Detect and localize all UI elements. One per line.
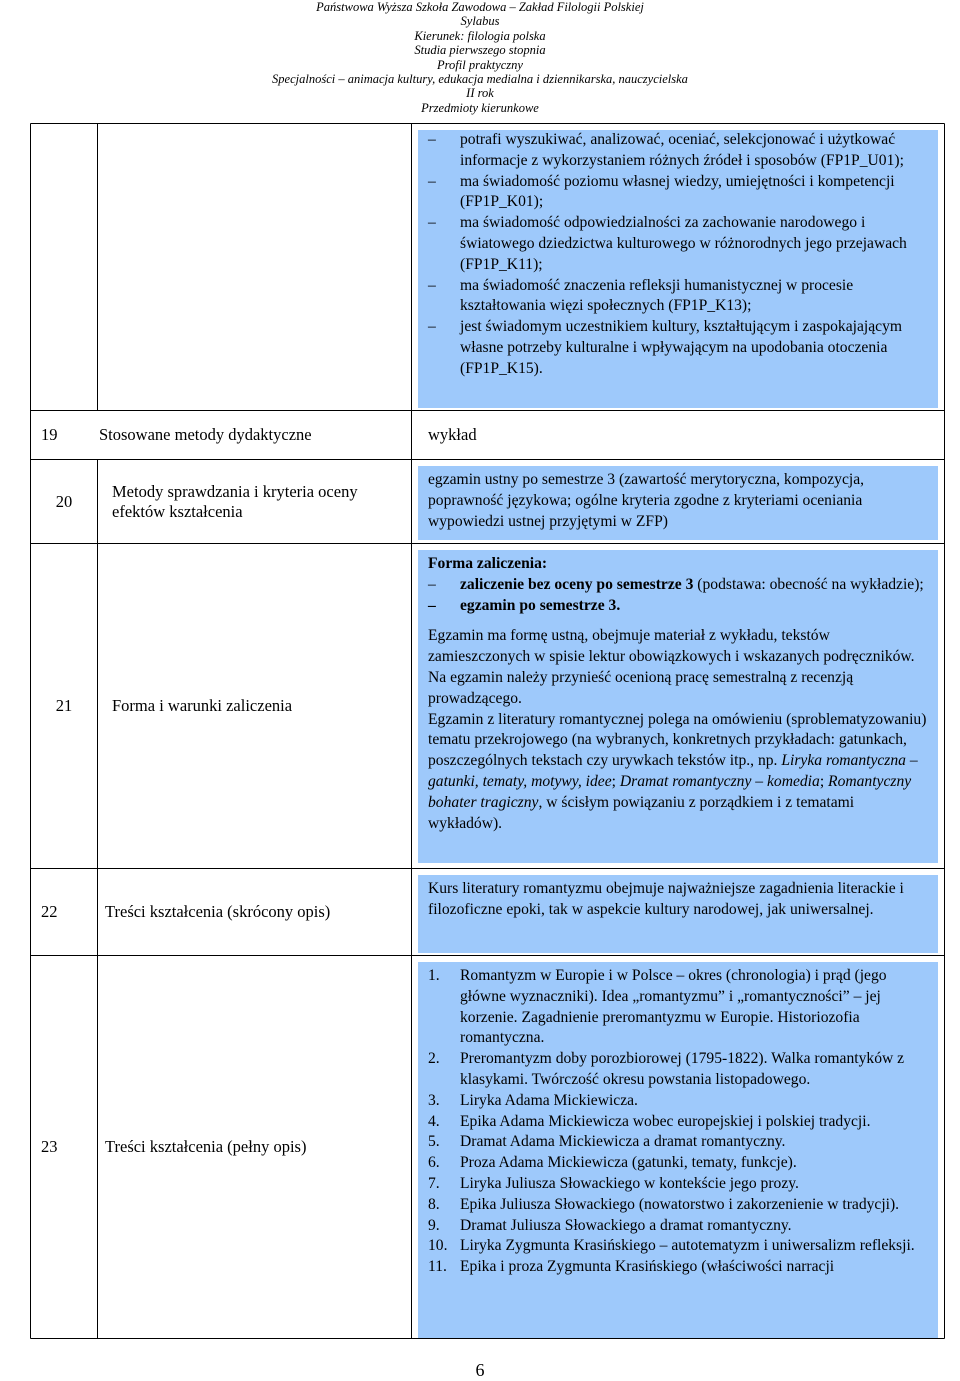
competence-item: – ma świadomość odpowiedzialności za zachowanie narodowego i światowego dziedzictwa kulturowego w różnorodnych jego przejawach (FP1P_K11); (428, 213, 932, 275)
text-run: Dramat romantyczny – komedia (619, 772, 820, 790)
topic-text: Dramat Juliusza Słowackiego a dramat romantyczny. (460, 1216, 792, 1234)
topic-number: 7. (428, 1174, 440, 1192)
header-line: Studia pierwszego stopnia (414, 43, 546, 58)
form-item: – egzamin po semestrze 3. (428, 596, 932, 617)
text-run: Romantyczny bohater tragiczny (428, 772, 912, 811)
row23-label (31, 956, 411, 1338)
row-number: 19 (41, 425, 58, 444)
header-line: Sylabus (460, 14, 500, 29)
row19-label (31, 411, 411, 459)
row22-value: Kurs literatury romantyzmu obejmuje najważniejsze zagadnienia literackie i filozoficzne epoki, tak w aspekcie kultury narodowej, jak uniwersalnej. (418, 875, 938, 953)
text-run: ; (611, 772, 620, 790)
topic-number: 1. (428, 967, 440, 984)
form-item-rest: (podstawa: obecność na wykładzie); (693, 575, 924, 593)
row-number: 23 (41, 1137, 58, 1156)
syllabus-topic (428, 1236, 932, 1257)
form-title: Forma zaliczenia: (428, 555, 548, 572)
row20-label: Metody sprawdzania i kryteria oceny efektów kształcenia (112, 481, 358, 521)
topic-number: 5. (428, 1133, 440, 1151)
row20-number: 20 (55, 491, 73, 511)
row20-value: egzamin ustny po semestrze 3 (zawartość merytoryczna, kompozycja, poprawność językowa; ogólne kryteria zgodne z kryteriami oceniania wypowiedzi ustnej przyjętymi w ZFP) (418, 466, 938, 540)
exam-description: Egzamin ma formę ustną, obejmuje materiał z wykładu, tekstów zamieszczonych w spisie lektur obowiązkowych i wskazanych podręczników. Na egzamin należy przynieść ocenioną pracę semestralną z recenzją prowadzącego. (428, 627, 915, 707)
competence-item: – jest świadomym uczestnikiem kultury, kształtującym i zaspokajającym własne potrzeby kulturalne i wpływającym na upodobania otoczenia (FP1P_K15). (428, 317, 932, 379)
form-item-bold: zaliczenie bez oceny po semestrze 3 (460, 575, 694, 593)
topic-text: Epika Juliusza Słowackiego (nowatorstwo i zakorzenienie w tradycji). (460, 1195, 900, 1213)
text-run: ; (819, 772, 829, 790)
form-item (428, 575, 932, 596)
topic-text: Epika i proza Zygmunta Krasińskiego (właściwości narracji (460, 1258, 835, 1276)
syllabus-topic (428, 1174, 932, 1195)
header-line: Specjalności – animacja kultury, edukacja medialna i dziennikarska, nauczycielska (272, 72, 688, 87)
header-line: Państwowa Wyższa Szkoła Zawodowa – Zakład Filologii Polskiej (316, 0, 644, 14)
text-run: , w ścisłym powiązaniu z porządkiem i z tematami wykładów). (428, 793, 855, 832)
topic-number: 10. (428, 1237, 448, 1255)
document-header (0, 0, 960, 115)
syllabus-topic (428, 1112, 932, 1133)
topic-number: 3. (428, 1091, 440, 1109)
topic-text: Liryka Adama Mickiewicza. (460, 1091, 638, 1109)
syllabus-topic (428, 1049, 932, 1091)
syllabus-topic (428, 1132, 932, 1153)
row23-value (418, 962, 938, 1338)
topic-number: 6. (428, 1154, 440, 1172)
competence-item: – ma świadomość poziomu własnej wiedzy, umiejętności i kompetencji (FP1P_K01); (428, 172, 932, 214)
row-label: Stosowane metody dydaktyczne (99, 425, 312, 444)
syllabus-topic (428, 1216, 932, 1237)
row-number: 22 (41, 902, 58, 921)
topic-text: Liryka Zygmunta Krasińskiego – autotematyzm i uniwersalizm refleksji. (460, 1237, 915, 1255)
text-run: Liryka romantyczna – gatunki, tematy, motywy, idee (428, 752, 918, 790)
topic-number: 9. (428, 1216, 440, 1234)
topic-number: 4. (428, 1112, 440, 1130)
header-line: Kierunek: filologia polska (414, 28, 546, 43)
row-label: Treści kształcenia (skrócony opis) (105, 902, 331, 921)
topic-number: 8. (428, 1195, 440, 1213)
header-line: Profil praktyczny (437, 57, 523, 72)
topic-text: Preromantyzm doby porozbiorowej (1795-1822). Walka romantyków z klasykami. Twórczość okresu powstania listopadowego. (460, 1050, 905, 1088)
row-label: Treści kształcenia (pełny opis) (105, 1137, 307, 1156)
exam-topic-description (428, 710, 932, 835)
topic-text: Proza Adama Mickiewicza (gatunki, tematy, funkcje). (460, 1154, 797, 1172)
row19-value (418, 411, 938, 459)
header-line: Przedmioty kierunkowe (421, 100, 539, 115)
text-run: Egzamin z literatury romantycznej polega na omówieniu (sproblematyzowaniu) tematu przekrojowego (na wybranych, konkretnych przykładach: gatunkach, poszczególnych tekstach czy urywkach tekstów itp., np. (428, 710, 927, 770)
page-number: 6 (475, 1360, 485, 1380)
syllabus-topic (428, 1153, 932, 1174)
competence-item: – ma świadomość znaczenia refleksji humanistycznej w procesie kształtowania więzi społecznych (FP1P_K13); (428, 276, 932, 318)
row21-number: 21 (55, 696, 73, 715)
syllabus-topic (428, 1257, 932, 1278)
row21-label: Forma i warunki zaliczenia (112, 696, 293, 715)
topic-text: Epika Adama Mickiewicza wobec europejskiej i polskiej tradycji. (460, 1112, 871, 1130)
topic-number: 11. (428, 1258, 447, 1276)
competence-item: – potrafi wyszukiwać, analizować, oceniać, selekcjonować i użytkować informacje z wykorzystaniem różnych źródeł i sposobów (FP1P_U01); (428, 130, 932, 172)
syllabus-topic (428, 1091, 932, 1112)
topic-text: Liryka Juliusza Słowackiego w kontekście jego prozy. (460, 1174, 799, 1192)
row21-value (418, 550, 938, 863)
header-line: II rok (466, 86, 494, 101)
teaching-method: wykład (428, 425, 477, 444)
syllabus-topic (428, 1195, 932, 1216)
competences-cell (418, 130, 938, 408)
syllabus-topic (428, 966, 932, 1049)
row22-label (31, 869, 411, 955)
topic-text: Romantyzm w Europie i w Polsce – okres (chronologia) i prąd (jego główne wyznaczniki). Idea „romantyzmu” i „romantyczności” – jej korzenie. Zagadnienie preromantyzmu w Europie. Historiozofia romantyczna. (460, 967, 887, 1047)
topic-number: 2. (428, 1050, 440, 1068)
topic-text: Dramat Adama Mickiewicza a dramat romantyczny. (460, 1133, 786, 1151)
